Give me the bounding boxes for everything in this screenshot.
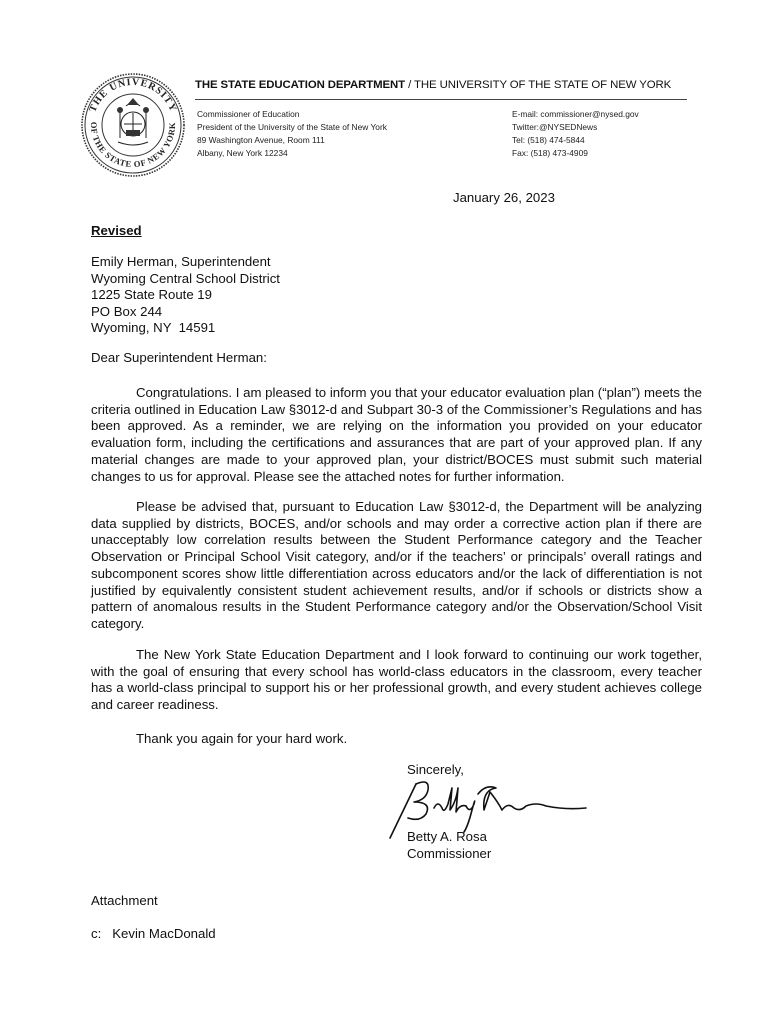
contact-tel: Tel: (518) 474-5844 [512,135,585,145]
address-line: Wyoming, NY 14591 [91,320,216,336]
commissioner-office-block [197,108,387,160]
contact-fax: Fax: (518) 473-4909 [512,148,588,158]
seal-ring-text-top: THE UNIVERSITY [87,76,179,114]
address-line: 1225 State Route 19 [91,287,212,303]
office-line: Commissioner of Education [197,109,300,119]
svg-text:THE UNIVERSITY [87,77,178,114]
signer-block [407,829,491,862]
address-line: PO Box 244 [91,303,163,319]
address-line: Emily Herman, Superintendent [91,254,271,269]
university-name: / THE UNIVERSITY OF THE STATE OF NEW YORK [405,79,672,91]
address-line: Wyoming Central School District [91,270,280,286]
thanks-line: Thank you again for your hard work. [136,731,348,746]
signer-title: Commissioner [407,845,492,861]
recipient-address [91,254,280,337]
letterhead-title [195,79,671,91]
cc-line: c: Kevin MacDonald [91,926,216,941]
paragraph-approval: Congratulations. I am pleased to inform you that your educator evaluation plan (“plan”) meets the criteria outlined in Education Law §3012-d and Subpart 30-3 of the Commissioner’s Regulations and has been approved. As a reminder, we are relying on the information you provided on your educator evaluation form, including the certifications and assurances that are part of your approved plan. If any material changes are made to your approved plan, your district/BOCES must submit such material changes to us for approval. Please see the attached notes for further information. [91,385,702,484]
state-seal-logo [80,72,186,178]
paragraph-analysis: Please be advised that, pursuant to Education Law §3012-d, the Department will be analyzing data supplied by districts, BOCES, and/or schools and may order a corrective action plan if there are unacceptably low correlation results between the Student Performance category and the Teacher Observation or Principal School Visit category, and/or if the teachers’ or principals’ overall ratings and subcomponent scores show little differentiation across educators and/or the lack of differentiation is not justified by equivalently consistent student achievement results, and/or if schools or districts show a pattern of anomalous results in the Student Performance category and/or the Observation/School Visit category. [91,499,702,631]
closing: Sincerely, [407,762,464,777]
department-name: THE STATE EDUCATION DEPARTMENT [195,79,406,91]
contact-twitter: Twitter:@NYSEDNews [512,122,598,132]
seal-ring-text-bottom: OF THE STATE OF NEW YORK [88,121,178,170]
salutation: Dear Superintendent Herman: [91,350,267,365]
revised-label: Revised [91,223,142,238]
attachment-label: Attachment [91,893,158,908]
paragraph-goal: The New York State Education Department and I look forward to continuing our work together, with the goal of ensuring that every school has world-class educators in the classroom, every teacher has a world-class principal to support his or her professional growth, and every student achieves college and career readiness. [91,647,702,713]
signer-name: Betty A. Rosa [407,829,487,844]
letterhead-divider [195,99,687,100]
letter-date: January 26, 2023 [453,190,555,205]
office-line: Albany, New York 12234 [197,148,288,158]
office-line: President of the University of the State of New York [197,122,387,132]
contact-block [512,108,639,160]
office-line: 89 Washington Avenue, Room 111 [197,135,325,145]
contact-email: E-mail: commissioner@nysed.gov [512,109,639,119]
